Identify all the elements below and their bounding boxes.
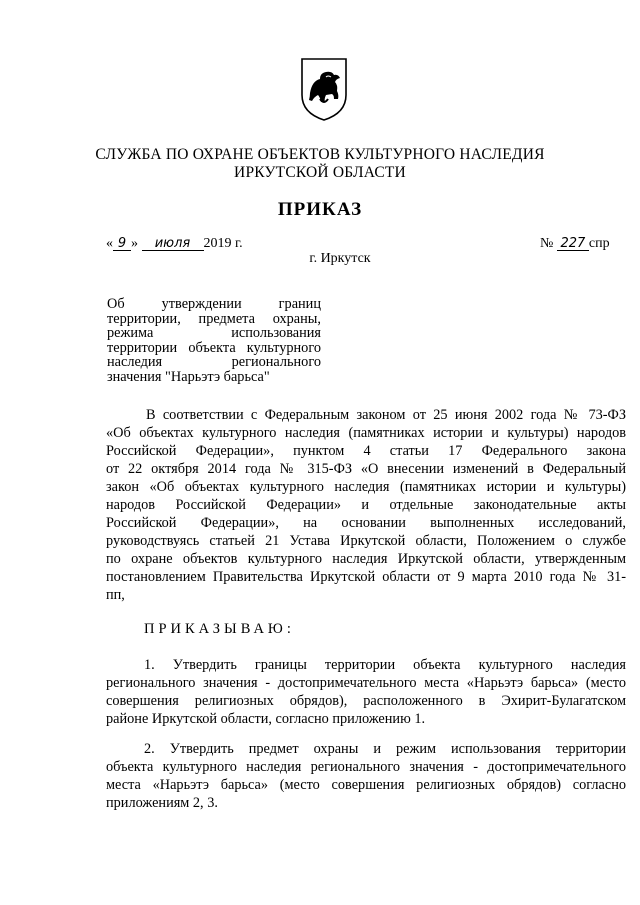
preamble-line: В соответствии с Федеральным законом от 25 июня 2002 года № 73-ФЗ [146, 407, 626, 423]
agency-name-line1: СЛУЖБА ПО ОХРАНЕ ОБЪЕКТОВ КУЛЬТУРНОГО НАСЛЕДИЯ [95, 146, 545, 163]
preamble-line: Российской Федерации», на основании выполненных исследований, [106, 515, 626, 531]
agency-name-line2: ИРКУТСКОЙ ОБЛАСТИ [234, 164, 406, 181]
preamble-line: постановлением Правительства Иркутской области от 9 марта 2010 года № 31- [106, 569, 626, 585]
item-line: места «Нарьэтэ барьса» (место совершения религиозных обрядов) согласно [106, 777, 626, 793]
date-year: 2019 г. [203, 236, 243, 251]
subject-line: значения "Нарьэтэ барьса" [107, 368, 270, 385]
item-line: 2. Утвердить предмет охраны и режим использования территории [144, 741, 626, 757]
coat-of-arms-icon [298, 55, 350, 123]
item-line: объекта культурного наследия регионального значения - достопримечательного [106, 759, 626, 775]
preamble-line: Российской Федерации», пунктом 4 статьи 17 Федерального закона [106, 443, 626, 459]
date-month: июля [142, 237, 204, 251]
subject-line: режима использования [107, 325, 321, 342]
preamble-line: от 22 октября 2014 года № 315-ФЗ «О внесении изменений в Федеральный [106, 461, 626, 477]
item-line: регионального значения - достопримечательного места «Нарьэтэ барьса» (место [106, 675, 626, 691]
city: г. Иркутск [309, 251, 371, 266]
preamble-line: пп, [106, 587, 125, 603]
subject-line: территории объекта культурного [107, 339, 321, 356]
number-prefix: № [540, 236, 554, 251]
preamble-line: руководствуясь статьей 21 Устава Иркутской области, Положением о службе [106, 533, 626, 549]
order-directive: ПРИКАЗЫВАЮ: [144, 621, 295, 637]
preamble-line: закон «Об объектах культурного наследия (памятниках истории и культуры) [106, 479, 626, 495]
date-close-quote: » [131, 236, 138, 251]
subject-line: территории, предмета охраны, [107, 310, 321, 327]
preamble-line: народов Российской Федерации» и отдельные законодательные акты [106, 497, 626, 513]
subject-line: Об утверждении границ [107, 296, 321, 312]
item-line: районе Иркутской области, согласно приложению 1. [106, 711, 426, 727]
date-day: 9 [113, 237, 131, 251]
order-date [106, 236, 243, 252]
order-item-2 [106, 740, 626, 812]
subject-line: наследия регионального [107, 354, 321, 371]
subject-block [107, 297, 321, 385]
preamble-line: по охране объектов культурного наследия Иркутской области, утвержденным [106, 551, 626, 567]
item-line: приложениям 2, 3. [106, 795, 218, 811]
item-line: 1. Утвердить границы территории объекта культурного наследия [144, 657, 626, 673]
order-number [540, 236, 610, 252]
order-item-1 [106, 656, 626, 728]
number-value: 227 [557, 237, 589, 251]
document-title: ПРИКАЗ [277, 199, 363, 220]
item-line: совершения религиозных обрядов), расположенного в Эхирит-Булагатском [106, 693, 626, 709]
number-suffix: спр [588, 236, 610, 251]
preamble-line: «Об объектах культурного наследия (памятниках истории и культуры) народов [106, 425, 626, 441]
preamble-paragraph [106, 406, 626, 604]
date-open-quote: « [106, 236, 113, 251]
